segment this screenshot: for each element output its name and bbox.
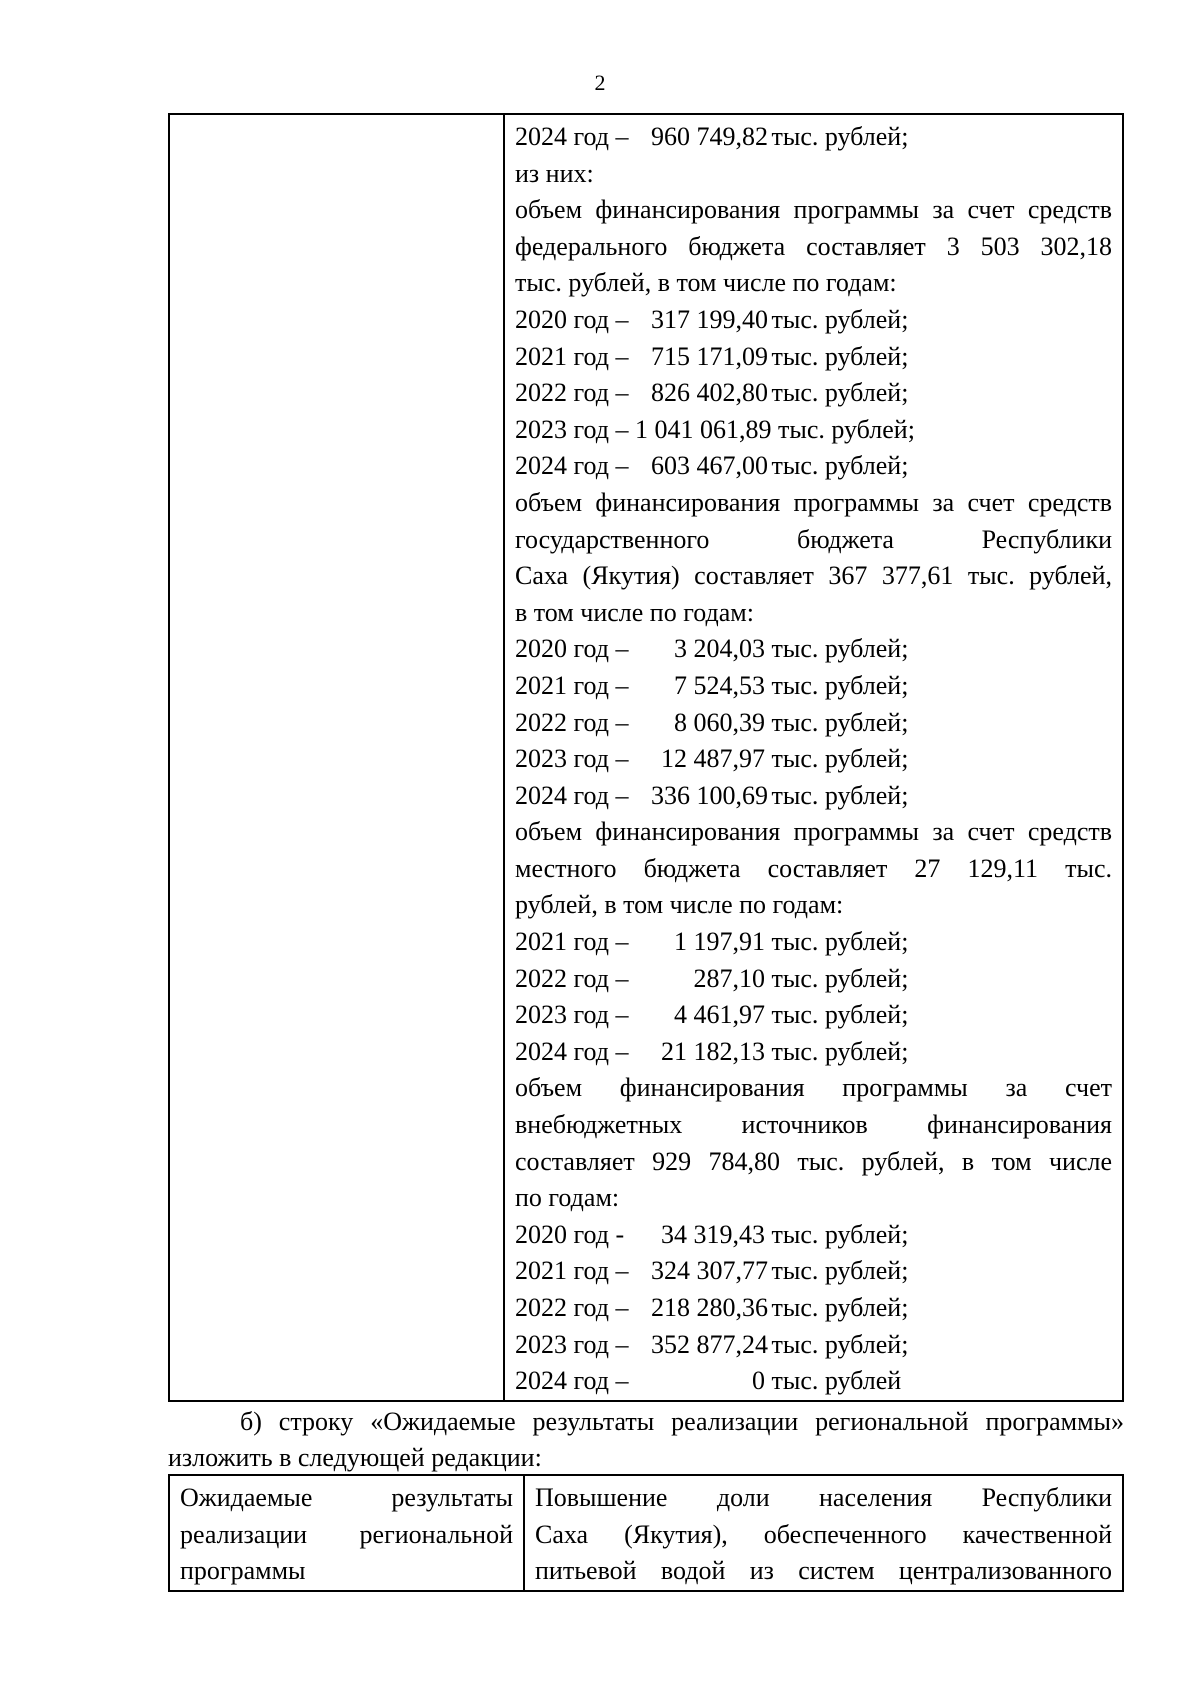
- finance-unit: тыс. рублей;: [771, 707, 909, 737]
- finance-unit: тыс. рублей;: [771, 451, 909, 481]
- finance-line: [515, 778, 1112, 815]
- finance-year: 2020 год –: [515, 634, 629, 664]
- finance-unit: тыс. рублей;: [771, 963, 909, 993]
- finance-year: 2022 год –: [515, 378, 629, 408]
- finance-amount: 218 280,36: [651, 1293, 768, 1322]
- finance-year: 2021 год –: [515, 341, 629, 371]
- finance-amount: 8 060,39: [674, 707, 765, 737]
- finance-year: 2021 год –: [515, 927, 629, 957]
- finance-amount: 317 199,40: [651, 304, 768, 334]
- finance-amount: 3 204,03: [674, 634, 765, 664]
- finance-unit: тыс. рублей;: [771, 378, 909, 408]
- finance-line: [515, 705, 1112, 742]
- finance-unit: тыс. рублей;: [771, 1036, 909, 1066]
- finance-unit: тыс. рублей;: [771, 1256, 909, 1286]
- finance-line: в том числе по годам:: [515, 597, 754, 627]
- finance-table-content-cell: [504, 114, 1123, 1401]
- finance-line: [515, 961, 1112, 998]
- finance-line: [515, 924, 1112, 961]
- finance-line: [515, 339, 1112, 376]
- amendment-line-1: б) строку «Ожидаемые результаты реализации региональной программы»: [240, 1407, 1124, 1436]
- finance-line: [515, 1363, 1112, 1400]
- finance-line: по годам:: [515, 1183, 620, 1213]
- finance-line: государственного бюджета Республики: [515, 524, 1112, 554]
- finance-amount: 960 749,82: [651, 122, 768, 151]
- finance-year: 2020 год –: [515, 304, 629, 334]
- finance-unit: тыс. рублей;: [771, 927, 909, 957]
- results-label-cell: [169, 1475, 524, 1591]
- finance-year: 2023 год –: [515, 1000, 629, 1030]
- finance-unit: тыс. рублей;: [771, 1293, 909, 1322]
- finance-line: [515, 631, 1112, 668]
- finance-unit: тыс. рублей;: [771, 670, 909, 700]
- finance-line: [515, 1217, 1112, 1254]
- amendment-line-2: изложить в следующей редакции:: [168, 1443, 542, 1472]
- finance-unit: тыс. рублей;: [771, 744, 909, 774]
- results-table: [168, 1474, 1124, 1592]
- finance-line: [515, 302, 1112, 339]
- finance-unit: тыс. рублей;: [771, 304, 909, 334]
- finance-line: 2023 год – 1 041 061,89 тыс. рублей;: [515, 414, 915, 444]
- finance-line: [515, 741, 1112, 778]
- finance-year: 2022 год –: [515, 707, 629, 737]
- finance-line: тыс. рублей, в том числе по годам:: [515, 268, 897, 298]
- finance-amount: 34 319,43: [661, 1219, 765, 1249]
- finance-line: объем финансирования программы за счет средств: [515, 487, 1112, 517]
- results-content-cell: [524, 1475, 1123, 1591]
- finance-year: 2021 год –: [515, 1256, 629, 1286]
- finance-line: [515, 119, 1112, 156]
- finance-year: 2021 год –: [515, 670, 629, 700]
- finance-line: составляет 929 784,80 тыс. рублей, в том числе: [515, 1146, 1112, 1176]
- finance-year: 2024 год –: [515, 1366, 629, 1396]
- finance-table-label-cell: [169, 114, 504, 1401]
- results-content-line: Повышение доли населения Республики: [535, 1483, 1112, 1512]
- amendment-paragraph: [168, 1404, 1124, 1476]
- finance-line: [515, 668, 1112, 705]
- finance-unit: тыс. рублей;: [771, 780, 909, 810]
- results-content-line: питьевой водой из систем централизованного: [535, 1556, 1112, 1586]
- finance-line: объем финансирования программы за счет: [515, 1073, 1112, 1103]
- results-label-line: реализации региональной: [180, 1519, 513, 1549]
- finance-line: [515, 448, 1112, 485]
- finance-year: 2024 год –: [515, 780, 629, 810]
- results-label-line: программы: [180, 1556, 306, 1586]
- finance-unit: тыс. рублей;: [771, 1219, 909, 1249]
- finance-unit: тыс. рублей;: [771, 634, 909, 664]
- results-label-line: Ожидаемые результаты: [180, 1483, 513, 1512]
- finance-amount: 603 467,00: [651, 451, 768, 481]
- finance-amount: 287,10: [693, 963, 765, 993]
- finance-amount: 12 487,97: [661, 744, 765, 774]
- finance-amount: 352 877,24: [651, 1329, 768, 1359]
- finance-year: 2020 год -: [515, 1219, 625, 1249]
- finance-amount: 1 197,91: [674, 927, 765, 957]
- finance-unit: тыс. рублей;: [771, 122, 909, 151]
- page-number: 2: [594, 70, 606, 95]
- finance-amount: 0: [752, 1366, 765, 1396]
- finance-line: [515, 997, 1112, 1034]
- finance-year: 2024 год –: [515, 451, 629, 481]
- finance-year: 2023 год –: [515, 744, 629, 774]
- finance-line: [515, 1290, 1112, 1327]
- finance-line: местного бюджета составляет 27 129,11 тыс.: [515, 853, 1112, 883]
- finance-line: Саха (Якутия) составляет 367 377,61 тыс. рублей,: [515, 561, 1112, 591]
- finance-line: [515, 1253, 1112, 1290]
- finance-line: рублей, в том числе по годам:: [515, 890, 844, 920]
- finance-line: федерального бюджета составляет 3 503 302,18: [515, 231, 1112, 261]
- finance-amount: 324 307,77: [651, 1256, 768, 1286]
- finance-amount: 4 461,97: [674, 1000, 765, 1030]
- finance-unit: тыс. рублей;: [771, 1000, 909, 1030]
- finance-line: из них:: [515, 158, 594, 188]
- results-content-line: Саха (Якутия), обеспеченного качественной: [535, 1519, 1112, 1549]
- finance-unit: тыс. рублей: [771, 1366, 902, 1396]
- finance-unit: тыс. рублей;: [771, 1329, 909, 1359]
- finance-year: 2022 год –: [515, 963, 629, 993]
- finance-line: внебюджетных источников финансирования: [515, 1110, 1112, 1140]
- finance-amount: 715 171,09: [651, 341, 768, 371]
- finance-year: 2023 год –: [515, 1329, 629, 1359]
- finance-line: объем финансирования программы за счет средств: [515, 817, 1112, 847]
- finance-table: [168, 113, 1124, 1402]
- finance-year: 2024 год –: [515, 122, 629, 151]
- finance-year: 2022 год –: [515, 1293, 629, 1322]
- finance-year: 2024 год –: [515, 1036, 629, 1066]
- finance-line: [515, 1327, 1112, 1364]
- finance-amount: 826 402,80: [651, 378, 768, 408]
- finance-line: [515, 375, 1112, 412]
- finance-amount: 336 100,69: [651, 780, 768, 810]
- finance-line: объем финансирования программы за счет средств: [515, 195, 1112, 225]
- finance-amount: 7 524,53: [674, 670, 765, 700]
- finance-lines: [515, 119, 1112, 1400]
- finance-amount: 21 182,13: [661, 1036, 765, 1066]
- finance-unit: тыс. рублей;: [771, 341, 909, 371]
- finance-line: [515, 1034, 1112, 1071]
